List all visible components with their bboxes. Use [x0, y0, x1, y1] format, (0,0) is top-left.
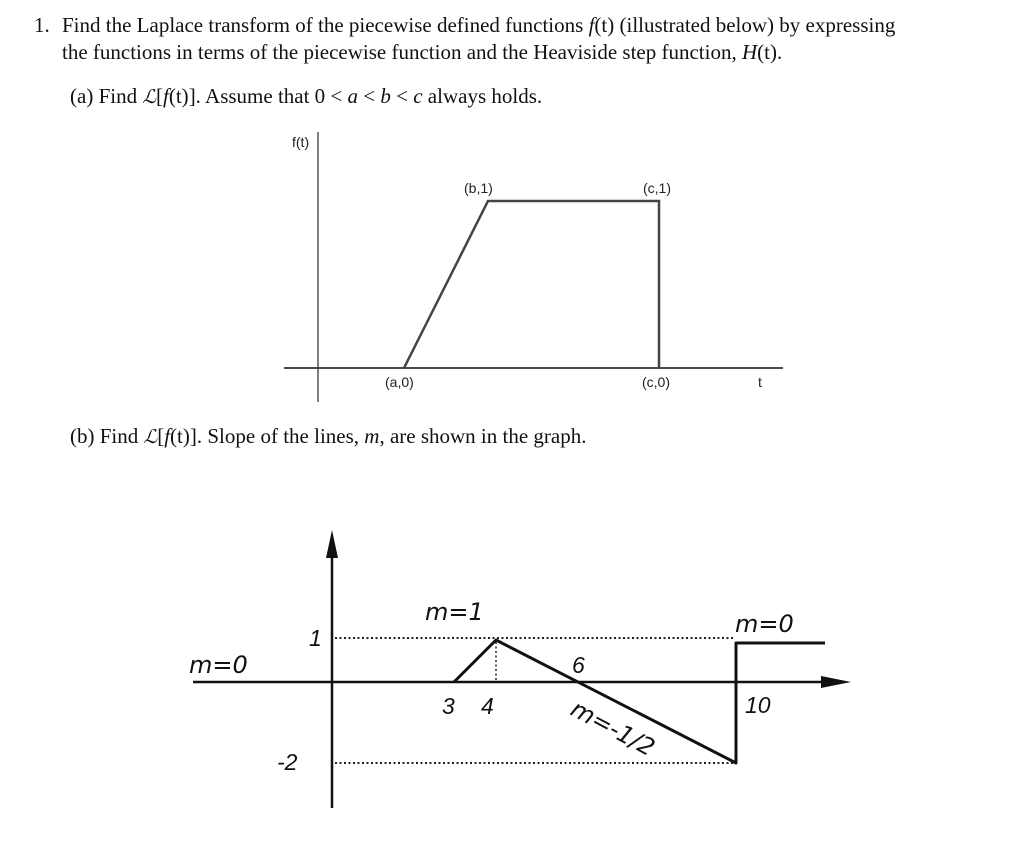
- slope-left-label: m=0: [189, 651, 248, 679]
- slope-down-label: m=-1/2: [566, 694, 660, 762]
- x-six-label: 6: [572, 652, 585, 678]
- graph-a: [280, 130, 800, 405]
- point-b1-label: (b,1): [464, 180, 493, 196]
- x-three-label: 3: [442, 693, 455, 719]
- y-one-label: 1: [309, 625, 322, 651]
- point-a0-label: (a,0): [385, 374, 414, 390]
- trapezoid-function: [404, 201, 659, 368]
- point-c0-label: (c,0): [642, 374, 670, 390]
- x-ten-label: 10: [745, 692, 771, 718]
- part-b-prompt: (b) Find ℒ[f(t)]. Slope of the lines, m, are shown in the graph.: [70, 424, 587, 448]
- slope-up-label: m=1: [425, 598, 484, 626]
- problem-number: 1.: [34, 13, 50, 37]
- x-four-label: 4: [481, 693, 494, 719]
- y-axis-arrow-icon: [326, 530, 338, 558]
- y-minus-two-label: -2: [277, 749, 298, 775]
- y-axis-label: f(t): [292, 134, 310, 150]
- x-axis-arrow-icon: [821, 676, 851, 688]
- slope-right-label: m=0: [735, 610, 794, 638]
- graph-b: [185, 518, 865, 818]
- problem-statement-line1: Find the Laplace transform of the piecewise defined functions f(t) (illustrated below) by expressing: [62, 13, 896, 37]
- part-a-prompt: (a) Find ℒ[f(t)]. Assume that 0 < a < b < c always holds.: [70, 84, 543, 108]
- problem-statement-line2: the functions in terms of the piecewise function and the Heaviside step function, H(t).: [62, 40, 783, 64]
- x-axis-label: t: [758, 374, 762, 390]
- point-c1-label: (c,1): [643, 180, 671, 196]
